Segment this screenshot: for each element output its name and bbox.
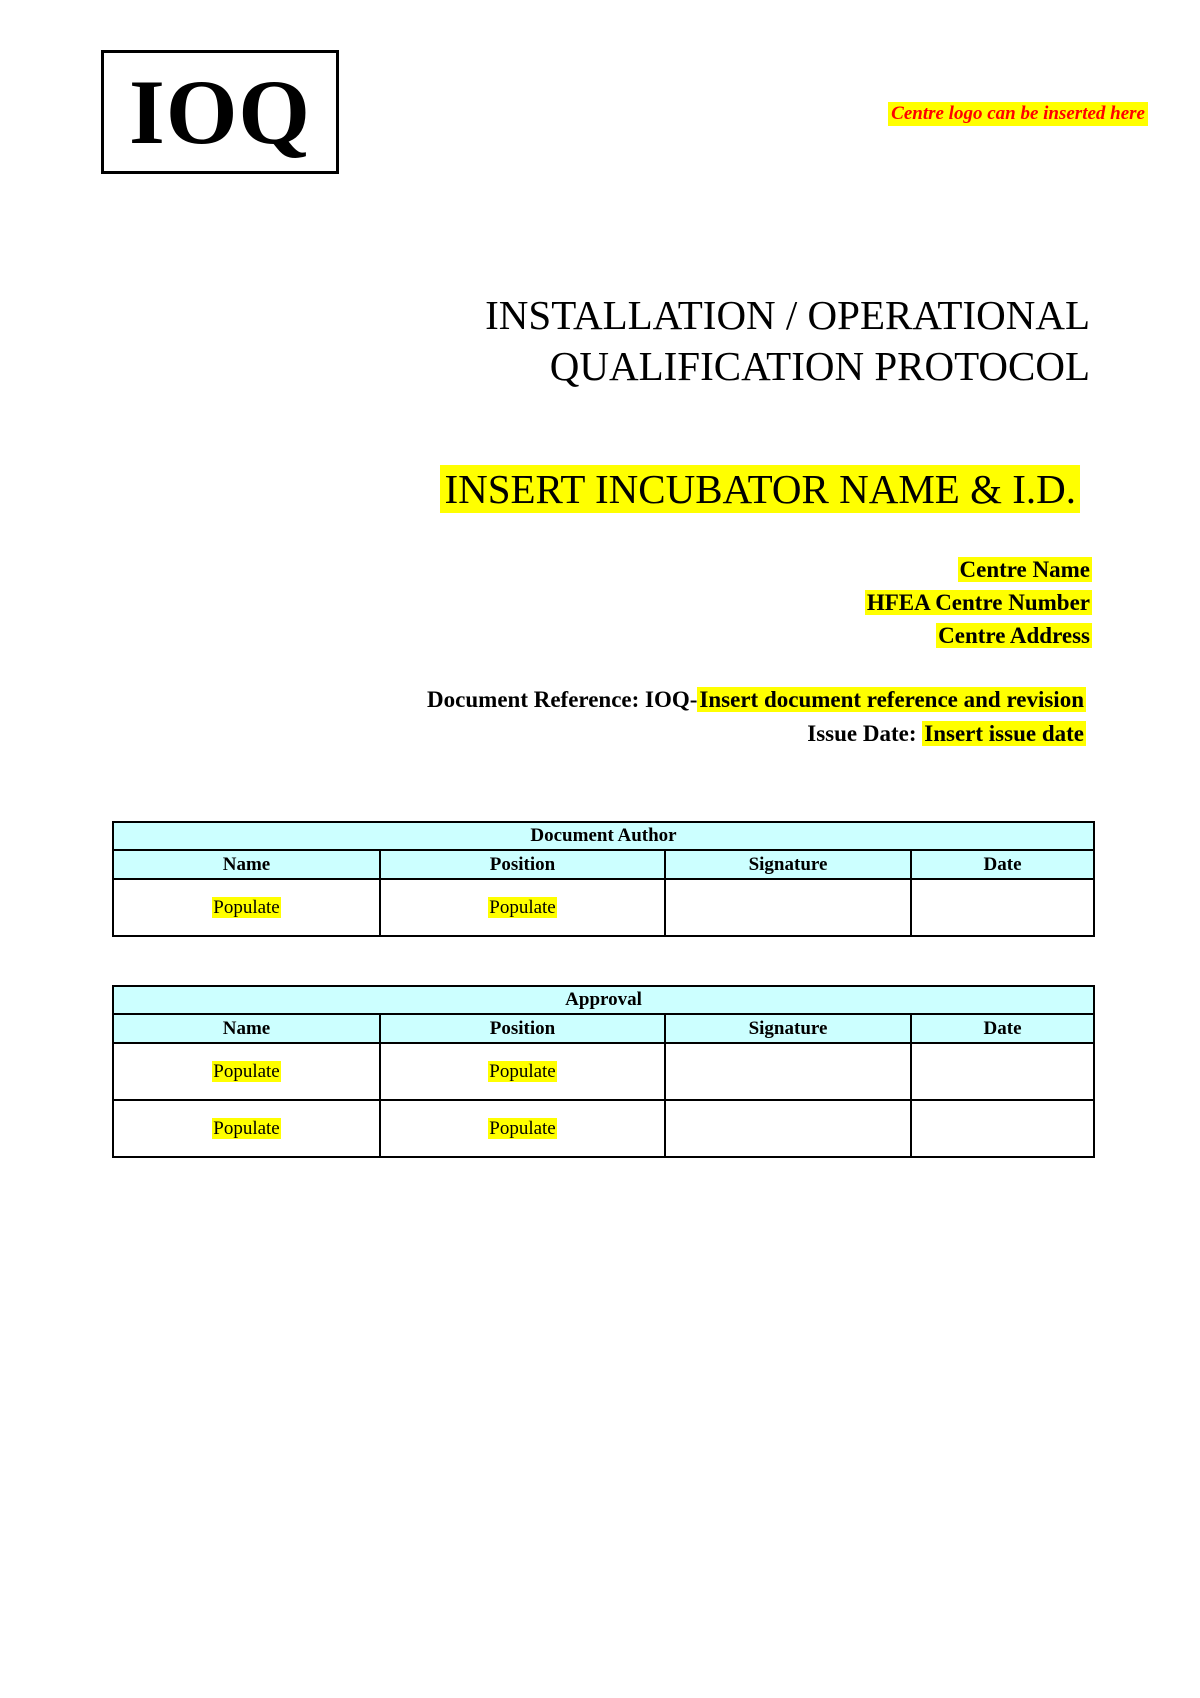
- ioq-badge-text: IOQ: [129, 61, 311, 163]
- table-row: [113, 1100, 1094, 1157]
- centre-address: Centre Address: [938, 623, 1090, 648]
- document-reference-block: [427, 683, 1086, 751]
- logo-placeholder-note: Centre logo can be inserted here: [888, 102, 1148, 126]
- position-placeholder: Populate: [489, 1060, 556, 1082]
- position-cell[interactable]: [380, 1043, 665, 1100]
- name-placeholder: Populate: [213, 896, 280, 918]
- document-reference-label: Document Reference: IOQ-: [427, 687, 698, 712]
- name-cell[interactable]: [113, 879, 380, 936]
- table-row: [113, 879, 1094, 936]
- column-header-date: Date: [911, 850, 1094, 879]
- document-title: [485, 290, 1090, 392]
- column-header-date: Date: [911, 1014, 1094, 1043]
- document-reference-line: [427, 683, 1086, 717]
- position-placeholder: Populate: [489, 1117, 556, 1139]
- signature-cell[interactable]: [665, 879, 911, 936]
- signature-cell[interactable]: [665, 1100, 911, 1157]
- column-header-signature: Signature: [665, 850, 911, 879]
- column-header-position: Position: [380, 850, 665, 879]
- incubator-name-placeholder: INSERT INCUBATOR NAME & I.D.: [440, 465, 1080, 513]
- issue-date-value: Insert issue date: [924, 721, 1084, 746]
- table-row: [113, 1043, 1094, 1100]
- position-cell[interactable]: [380, 879, 665, 936]
- name-cell[interactable]: [113, 1043, 380, 1100]
- document-author-caption: Document Author: [113, 822, 1094, 850]
- column-header-signature: Signature: [665, 1014, 911, 1043]
- column-header-name: Name: [113, 850, 380, 879]
- date-cell[interactable]: [911, 1100, 1094, 1157]
- issue-date-line: [427, 717, 1086, 751]
- hfea-centre-number: HFEA Centre Number: [866, 590, 1090, 615]
- centre-name: Centre Name: [959, 557, 1090, 582]
- date-cell[interactable]: [911, 1043, 1094, 1100]
- approval-table: [112, 985, 1095, 1158]
- document-author-table: [112, 821, 1095, 937]
- centre-details: [865, 553, 1092, 652]
- signature-cell[interactable]: [665, 1043, 911, 1100]
- ioq-badge: [101, 50, 339, 174]
- approval-caption: Approval: [113, 986, 1094, 1014]
- name-placeholder: Populate: [213, 1060, 280, 1082]
- position-cell[interactable]: [380, 1100, 665, 1157]
- document-reference-value: Insert document reference and revision: [699, 687, 1084, 712]
- column-header-position: Position: [380, 1014, 665, 1043]
- title-line-2: QUALIFICATION PROTOCOL: [549, 343, 1090, 389]
- title-line-1: INSTALLATION / OPERATIONAL: [485, 292, 1090, 338]
- name-placeholder: Populate: [213, 1117, 280, 1139]
- date-cell[interactable]: [911, 879, 1094, 936]
- position-placeholder: Populate: [489, 896, 556, 918]
- name-cell[interactable]: [113, 1100, 380, 1157]
- column-header-name: Name: [113, 1014, 380, 1043]
- issue-date-label: Issue Date:: [807, 721, 917, 746]
